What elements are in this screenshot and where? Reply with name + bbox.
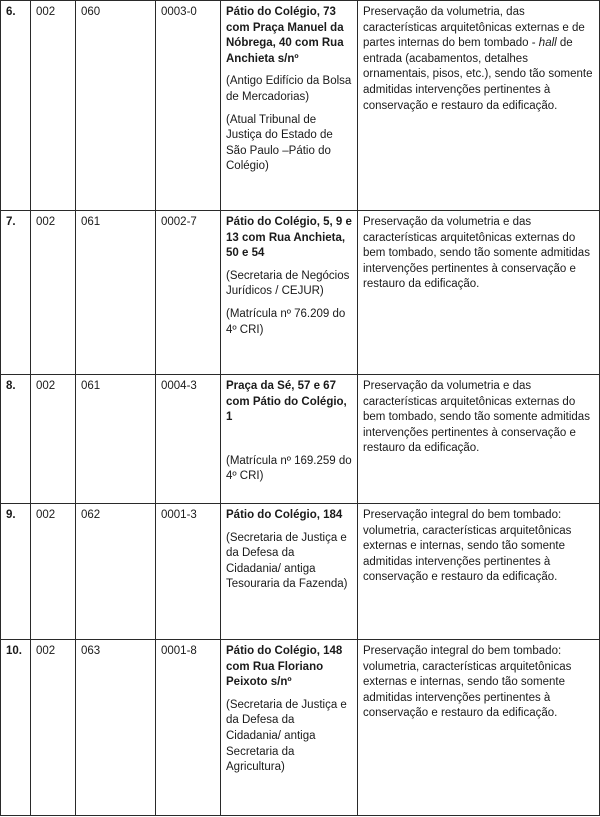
lot-code: 0002-7: [156, 211, 221, 375]
address-note: (Secretaria de Negócios Jurídicos / CEJUR): [226, 269, 350, 298]
table-row: [1, 504, 600, 640]
description-cell: [358, 1, 600, 211]
description-cell: [358, 504, 600, 640]
description-text: Preservação da volumetria e das características arquitetônicas externas do bem tombado, sendo tão somente admitidas intervenções pertinentes à conservação e restauro da edificação.: [363, 216, 590, 291]
lot-code: 0004-3: [156, 375, 221, 504]
sector-code: 002: [31, 211, 76, 375]
address-note: (Matrícula nº 76.209 do 4º CRI): [226, 307, 346, 336]
sector-code: 002: [31, 504, 76, 640]
address: Pátio do Colégio, 184: [226, 509, 343, 521]
row-number: 6.: [1, 1, 31, 211]
row-number: 8.: [1, 375, 31, 504]
description-text-cont: de entrada (acabamentos, detalhes ornamentais, pisos, etc.), sendo tão somente admitidas intervenções pertinentes à conservação e restauro da edificação.: [363, 37, 593, 112]
sector-code: 002: [31, 1, 76, 211]
description-text: Preservação integral do bem tombado: volumetria, características arquitetônicas externas e internas, sendo tão somente admitidas intervenções pertinentes à conservação e restauro da edificação.: [363, 645, 572, 720]
table-row: [1, 375, 600, 504]
row-number: 10.: [1, 640, 31, 816]
description-cell: [358, 211, 600, 375]
description-cell: [358, 640, 600, 816]
description-text: Preservação da volumetria e das características arquitetônicas externas do bem tombado, sendo tão somente admitidas intervenções pertinentes à conservação e restauro da edificação.: [363, 380, 590, 455]
block-code: 060: [76, 1, 156, 211]
address-note: (Secretaria de Justiça e da Defesa da Cidadania/ antiga Secretaria da Agricultura): [226, 698, 347, 774]
block-code: 062: [76, 504, 156, 640]
address: Pátio do Colégio, 5, 9 e 13 com Rua Anchieta, 50 e 54: [226, 216, 352, 260]
sector-code: 002: [31, 640, 76, 816]
description-text: Preservação da volumetria, das características arquitetônicas externas e de partes internas do bem tombado -: [363, 6, 585, 50]
lot-code: 0001-3: [156, 504, 221, 640]
block-code: 061: [76, 211, 156, 375]
table-row: [1, 1, 600, 211]
table-row: [1, 211, 600, 375]
address: Pátio do Colégio, 73 com Praça Manuel da Nóbrega, 40 com Rua Anchieta s/nº: [226, 6, 344, 65]
block-code: 061: [76, 375, 156, 504]
address-cell: [221, 1, 358, 211]
row-number: 9.: [1, 504, 31, 640]
address-cell: [221, 640, 358, 816]
table-row: [1, 640, 600, 816]
description-text: Preservação integral do bem tombado: volumetria, características arquitetônicas externas e internas, sendo tão somente admitidas intervenções pertinentes à conservação e restauro da edificação.: [363, 509, 572, 584]
block-code: 063: [76, 640, 156, 816]
description-cell: [358, 375, 600, 504]
address-note: (Atual Tribunal de Justiça do Estado de São Paulo –Pátio do Colégio): [226, 113, 333, 173]
address-cell: [221, 504, 358, 640]
address-note: (Secretaria de Justiça e da Defesa da Cidadania/ antiga Tesouraria da Fazenda): [226, 531, 348, 591]
address-note: (Antigo Edifício da Bolsa de Mercadorias): [226, 75, 352, 103]
lot-code: 0003-0: [156, 1, 221, 211]
lot-code: 0001-8: [156, 640, 221, 816]
address: Pátio do Colégio, 148 com Rua Floriano Peixoto s/nº: [226, 645, 343, 689]
address-cell: [221, 211, 358, 375]
row-number: 7.: [1, 211, 31, 375]
address: Praça da Sé, 57 e 67 com Pátio do Colégio, 1: [226, 380, 347, 424]
address-note: (Matrícula nº 169.259 do 4º CRI): [226, 454, 352, 483]
sector-code: 002: [31, 375, 76, 504]
description-italic: hall: [538, 37, 557, 50]
address-cell: [221, 375, 358, 504]
